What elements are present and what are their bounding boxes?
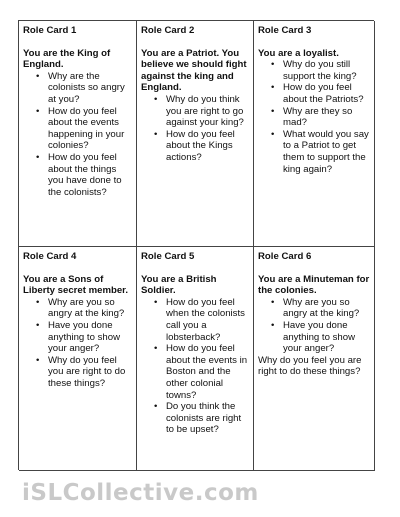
question-item: • Why are you so angry at the king? [36, 297, 132, 320]
role-card-grid [18, 20, 374, 470]
question-item: • How do you feel about the Patriots? [271, 82, 370, 105]
question-item: • What would you say to a Patriot to get them to support the king again? [271, 129, 370, 175]
question-item: • How do you feel about the events happening in your colonies? [36, 106, 132, 152]
card-title: Role Card 6 [258, 251, 312, 262]
question-item: • How do you feel about the things you have done to the colonists? [36, 152, 132, 198]
question-item: • Why are they so mad? [271, 106, 370, 129]
question-item: • Why do you think you are right to go against your king? [154, 94, 249, 129]
role-card-2 [137, 21, 254, 247]
question-item: • How do you feel about the events in Boston and the other colonial towns? [154, 343, 249, 401]
question-list [141, 94, 249, 164]
card-intro: You are a British Soldier. [141, 273, 217, 297]
question-item: • Have you done anything to show your anger? [271, 320, 370, 355]
question-item: • Do you think the colonists are right to be upset? [154, 401, 249, 436]
card-intro: You are a loyalist. [258, 47, 339, 59]
role-card-6 [254, 247, 375, 471]
role-card-5 [137, 247, 254, 471]
question-list [23, 71, 132, 199]
card-title: Role Card 2 [141, 25, 195, 36]
question-list [141, 297, 249, 436]
card-intro: You are the King of England. [23, 47, 111, 71]
card-intro: You are a Minuteman for the colonies. [258, 273, 370, 297]
question-list [23, 297, 132, 390]
role-card-3 [254, 21, 375, 247]
question-item: • How do you feel when the colonists call you a lobsterback? [154, 297, 249, 343]
card-intro: You are a Patriot. You believe we should fight against the king and England. [141, 47, 247, 94]
question-item: • Why do you feel you are right to do these things? [36, 355, 132, 390]
card-title: Role Card 5 [141, 251, 195, 262]
question-item: • How do you feel about the Kings actions? [154, 129, 249, 164]
card-title: Role Card 4 [23, 251, 77, 262]
card-title: Role Card 1 [23, 25, 77, 36]
card-intro: You are a Sons of Liberty secret member. [23, 273, 129, 297]
question-item: • Why do you still support the king? [271, 59, 370, 82]
card-title: Role Card 3 [258, 25, 312, 36]
card-outro: Why do you feel you are right to do these things? [258, 354, 362, 378]
question-item: • Why are the colonists so angry at you? [36, 71, 132, 106]
question-list [258, 59, 370, 175]
question-list [258, 297, 370, 355]
question-item: • Have you done anything to show your anger? [36, 320, 132, 355]
question-item: • Why are you so angry at the king? [271, 297, 370, 320]
role-card-4 [19, 247, 137, 471]
role-card-1 [19, 21, 137, 247]
site-watermark: iSLCollective.com [22, 480, 259, 506]
